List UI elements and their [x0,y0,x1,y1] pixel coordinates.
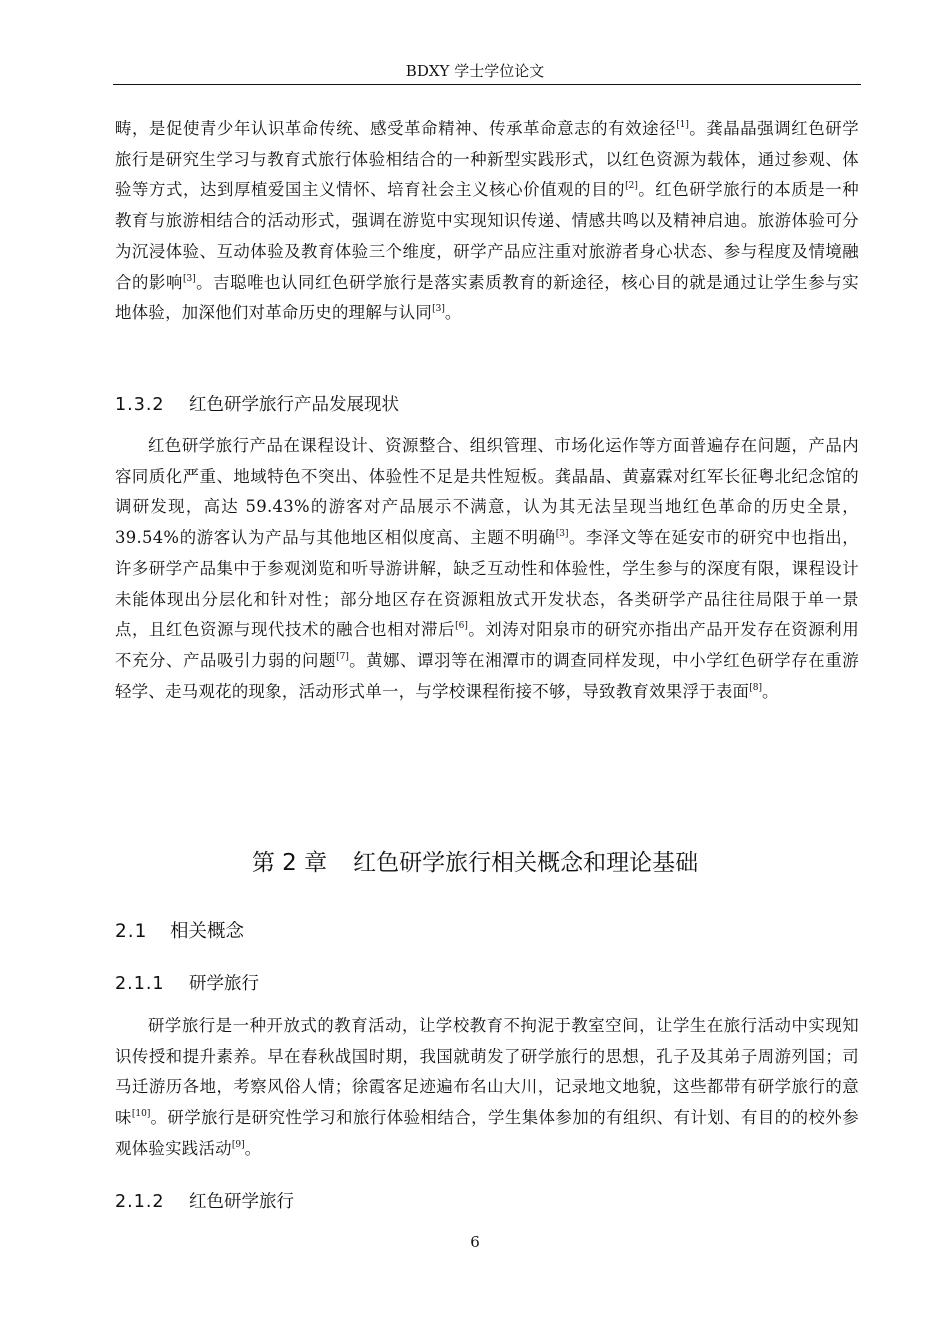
paragraph-red-study-travel-definition [115,114,859,329]
paragraph-text: 。 [444,303,462,323]
chapter-title: 红色研学旅行相关概念和理论基础 [353,850,699,876]
chapter-heading [0,848,950,878]
paragraph-text: 畴，是促使青少年认识革命传统、感受革命精神、传承革命意志的有效途径 [115,119,677,138]
paragraph-text: 。吉聪唯也认同红色研学旅行是落实素质教育的新途径，核心目的就是通过让学生参与实地体验，加深他们对革命历史的理解与认同 [115,272,859,323]
citation-ref: [3] [432,304,445,315]
paragraph-text: 红色研学旅行产品在课程设计、资源整合、组织管理、市场化运作等方面普遍存在问题，产品内容同质化严重、地域特色不突出、体验性不足是共性短板。龚晶晶、黄嘉霖对红军长征粤北纪念馆的调研发现，高达 59.43%的游客对产品展示不满意，认为其无法呈现当地红色革命的历史全景，39.54%的游客认为产品与其他地区相似度高、主题不明确 [115,436,859,548]
citation-ref: [1] [676,120,689,130]
citation-ref: [10] [131,1109,151,1120]
section-number: 2.1.2 [115,1192,165,1212]
citation-ref: [3] [555,529,569,540]
paragraph-study-travel-definition [115,1011,859,1165]
paragraph-text: 。黄娜、谭羽等在湘潭市的调查同样发现，中小学红色研学存在重游轻学、走马观花的现象，活动形式单一，与学校课程衔接不够，导致教育效果浮于表面 [115,650,859,701]
citation-ref: [9] [231,1139,245,1150]
paragraph-text: 。刘涛对阳泉市的研究亦指出产品开发存在资源利用不充分、产品吸引力弱的问题 [115,620,860,670]
section-number: 1.3.2 [115,395,165,415]
running-header: BDXY 学士学位论文 [405,62,545,80]
citation-ref: [3] [183,273,196,284]
paragraph-text: 。 [244,1138,262,1158]
citation-ref: [6] [455,621,468,632]
paragraph-text: 。研学旅行是研究性学习和旅行体验相结合，学生集体参加的有组织、有计划、有目的的校外参观体验实践活动 [115,1108,859,1158]
section-title: 研学旅行 [189,974,259,994]
paragraph-product-status [115,431,859,707]
header-rule [113,84,861,85]
section-title: 红色研学旅行产品发展现状 [189,395,399,415]
section-heading-1-3-2 [115,393,399,417]
paragraph-text: 。李泽文等在延安市的研究中也指出，许多研学产品集中于参观浏览和听导游讲解，缺乏互动性和体验性，学生参与的深度有限，课程设计未能体现出分层化和针对性；部分地区存在资源粗放式开发状态，各类研学产品往往局限于单一景点，且红色资源与现代技术的融合也相对滞后 [115,528,859,640]
section-title: 红色研学旅行 [189,1192,294,1212]
section-title: 相关概念 [170,921,245,942]
section-heading-2-1-1 [115,972,259,996]
paragraph-text: 。红色研学旅行的本质是一种教育与旅游相结合的活动形式，强调在游览中实现知识传递、情感共鸣以及精神启迪。旅游体验可分为沉浸体验、互动体验及教育体验三个维度，研学产品应注重对旅游者身心状态、参与程度及情境融合的影响 [115,180,859,292]
page-number: 6 [470,1233,480,1251]
citation-ref: [2] [625,181,638,192]
paragraph-text: 。 [762,681,779,701]
citation-ref: [7] [336,651,349,662]
paragraph-text: 研学旅行是一种开放式的教育活动，让学校教育不拘泥于教室空间，让学生在旅行活动中实现知识传授和提升素养。早在春秋战国时期，我国就萌发了研学旅行的思想，孔子及其弟子周游列国；司马迁游历各地，考察风俗人情；徐霞客足迹遍布名山大川，记录地文地貌，这些都带有研学旅行的意味 [115,1016,859,1128]
citation-ref: [8] [749,682,762,693]
section-heading-2-1-2 [115,1190,294,1214]
section-number: 2.1.1 [115,974,165,994]
paragraph-text: 。龚晶晶强调红色研学旅行是研究生学习与教育式旅行体验相结合的一种新型实践形式，以红色资源为载体，通过参观、体验等方式，达到厚植爱国主义情怀、培育社会主义核心价值观的目的 [115,119,859,200]
chapter-number: 第 2 章 [251,850,328,876]
section-number: 2.1 [115,921,148,942]
section-heading-2-1 [115,920,244,944]
